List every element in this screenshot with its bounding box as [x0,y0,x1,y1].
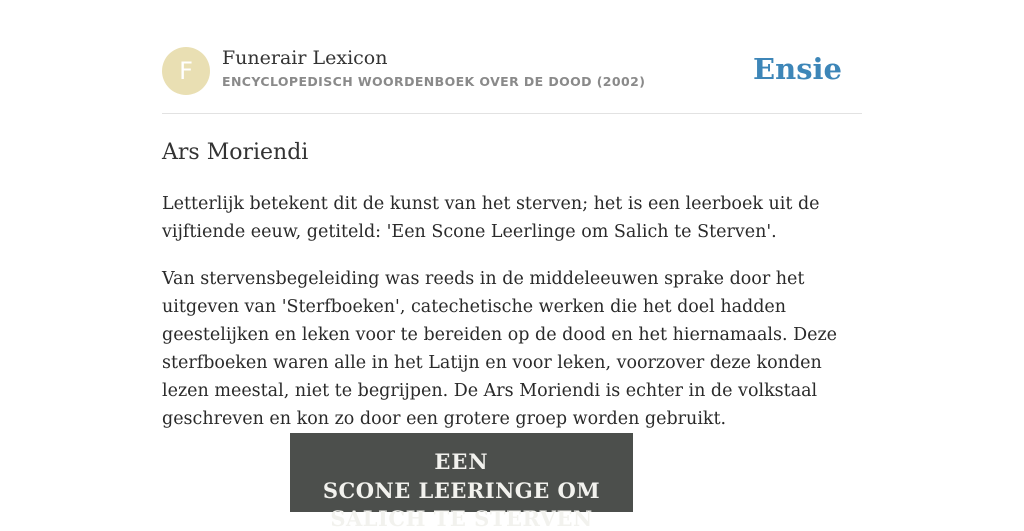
article-title: Ars Moriendi [162,140,309,165]
brand-logo-link[interactable]: Ensie [753,52,842,86]
book-cover-text: EEN [434,449,489,474]
book-cover-image [290,433,633,531]
book-cover-text: SALICH TE STERVEN [330,506,593,531]
article-paragraph: Van stervensbegeleiding was reeds in de middeleeuwen sprake door het uitgeven van 'Sterfboeken', catechetische werken die het doel hadden geestelijken en leken voor te bereiden op de dood en het hiernamaals. Deze sterfboeken waren alle in het Latijn en voor leken, voorzover deze konden lezen meestal, niet te begrijpen. De Ars Moriendi is echter in de volkstaal geschreven en kon zo door een grotere groep worden gebruikt. [162,269,838,429]
page-container [162,0,862,531]
site-header [162,46,862,96]
avatar[interactable]: F [162,47,210,95]
article-paragraph: Letterlijk betekent dit de kunst van het sterven; het is een leerboek uit de vijftiende eeuw, getiteld: 'Een Scone Leerlinge om Salich te Sterven'. [162,194,820,242]
site-title[interactable]: Funerair Lexicon [222,47,388,69]
site-subtitle: ENCYCLOPEDISCH WOORDENBOEK OVER DE DOOD (2002) [222,74,646,89]
header-divider [162,113,862,114]
book-cover-text: SCONE LEERINGE OM [322,478,601,503]
